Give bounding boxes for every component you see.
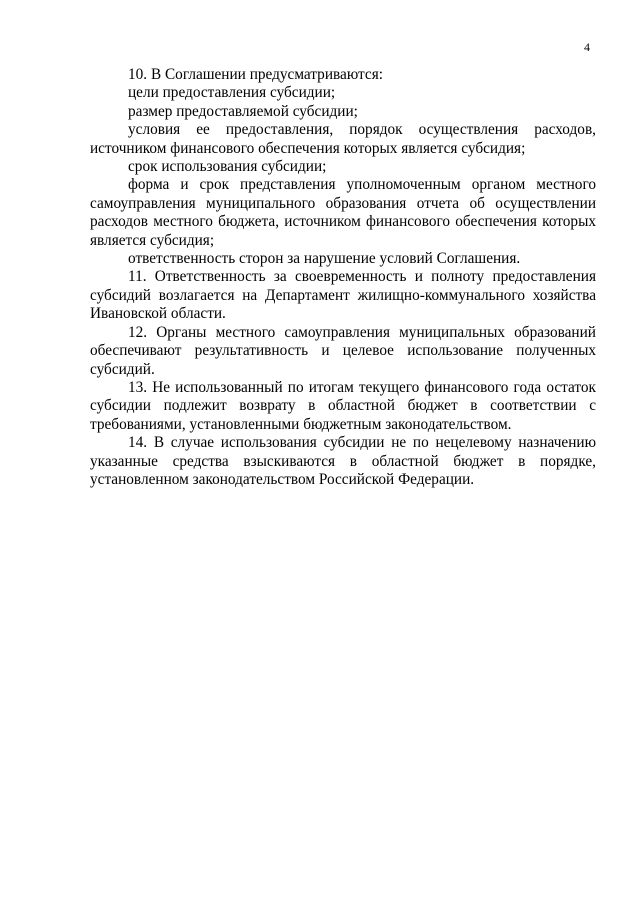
clause-10-item-goals: цели предоставления субсидии; bbox=[128, 84, 336, 102]
clause-10-heading: 10. В Соглашении предусматриваются: bbox=[128, 66, 383, 83]
clause-10-item-conditions: условия ее предоставления, порядок осуществления расходов, источником финансового обеспечения которых является субсидия; bbox=[90, 121, 596, 157]
clause-10-item-amount: размер предоставляемой субсидии; bbox=[128, 102, 358, 120]
document-body bbox=[90, 66, 596, 489]
clause-10-item-term: срок использования субсидии; bbox=[128, 158, 327, 176]
page-number: 4 bbox=[584, 40, 590, 54]
clause-12: 12. Органы местного самоуправления муниципальных образований обеспечивают результативность и целевое использование полученных субсидий. bbox=[90, 323, 596, 378]
clause-10-item-liability: ответственность сторон за нарушение условий Соглашения. bbox=[128, 250, 521, 268]
clause-10-item-report: форма и срок представления уполномоченным органом местного самоуправления муниципального образования отчета об осуществлении расходов местного бюджета, источником финансового обеспечения которых является субсидия; bbox=[90, 176, 596, 249]
clause-14: 14. В случае использования субсидии не по нецелевому назначению указанные средства взыскиваются в областной бюджет в порядке, установленном законодательством Российской Федерации. bbox=[90, 434, 596, 488]
clause-13: 13. Не использованный по итогам текущего финансового года остаток субсидии подлежит возврату в областной бюджет в соответствии с требованиями, установленными бюджетным законодательством. bbox=[90, 378, 596, 433]
clause-11: 11. Ответственность за своевременность и полноту предоставления субсидий возлагается на Департамент жилищно-коммунального хозяйства Ивановской области. bbox=[90, 268, 596, 323]
